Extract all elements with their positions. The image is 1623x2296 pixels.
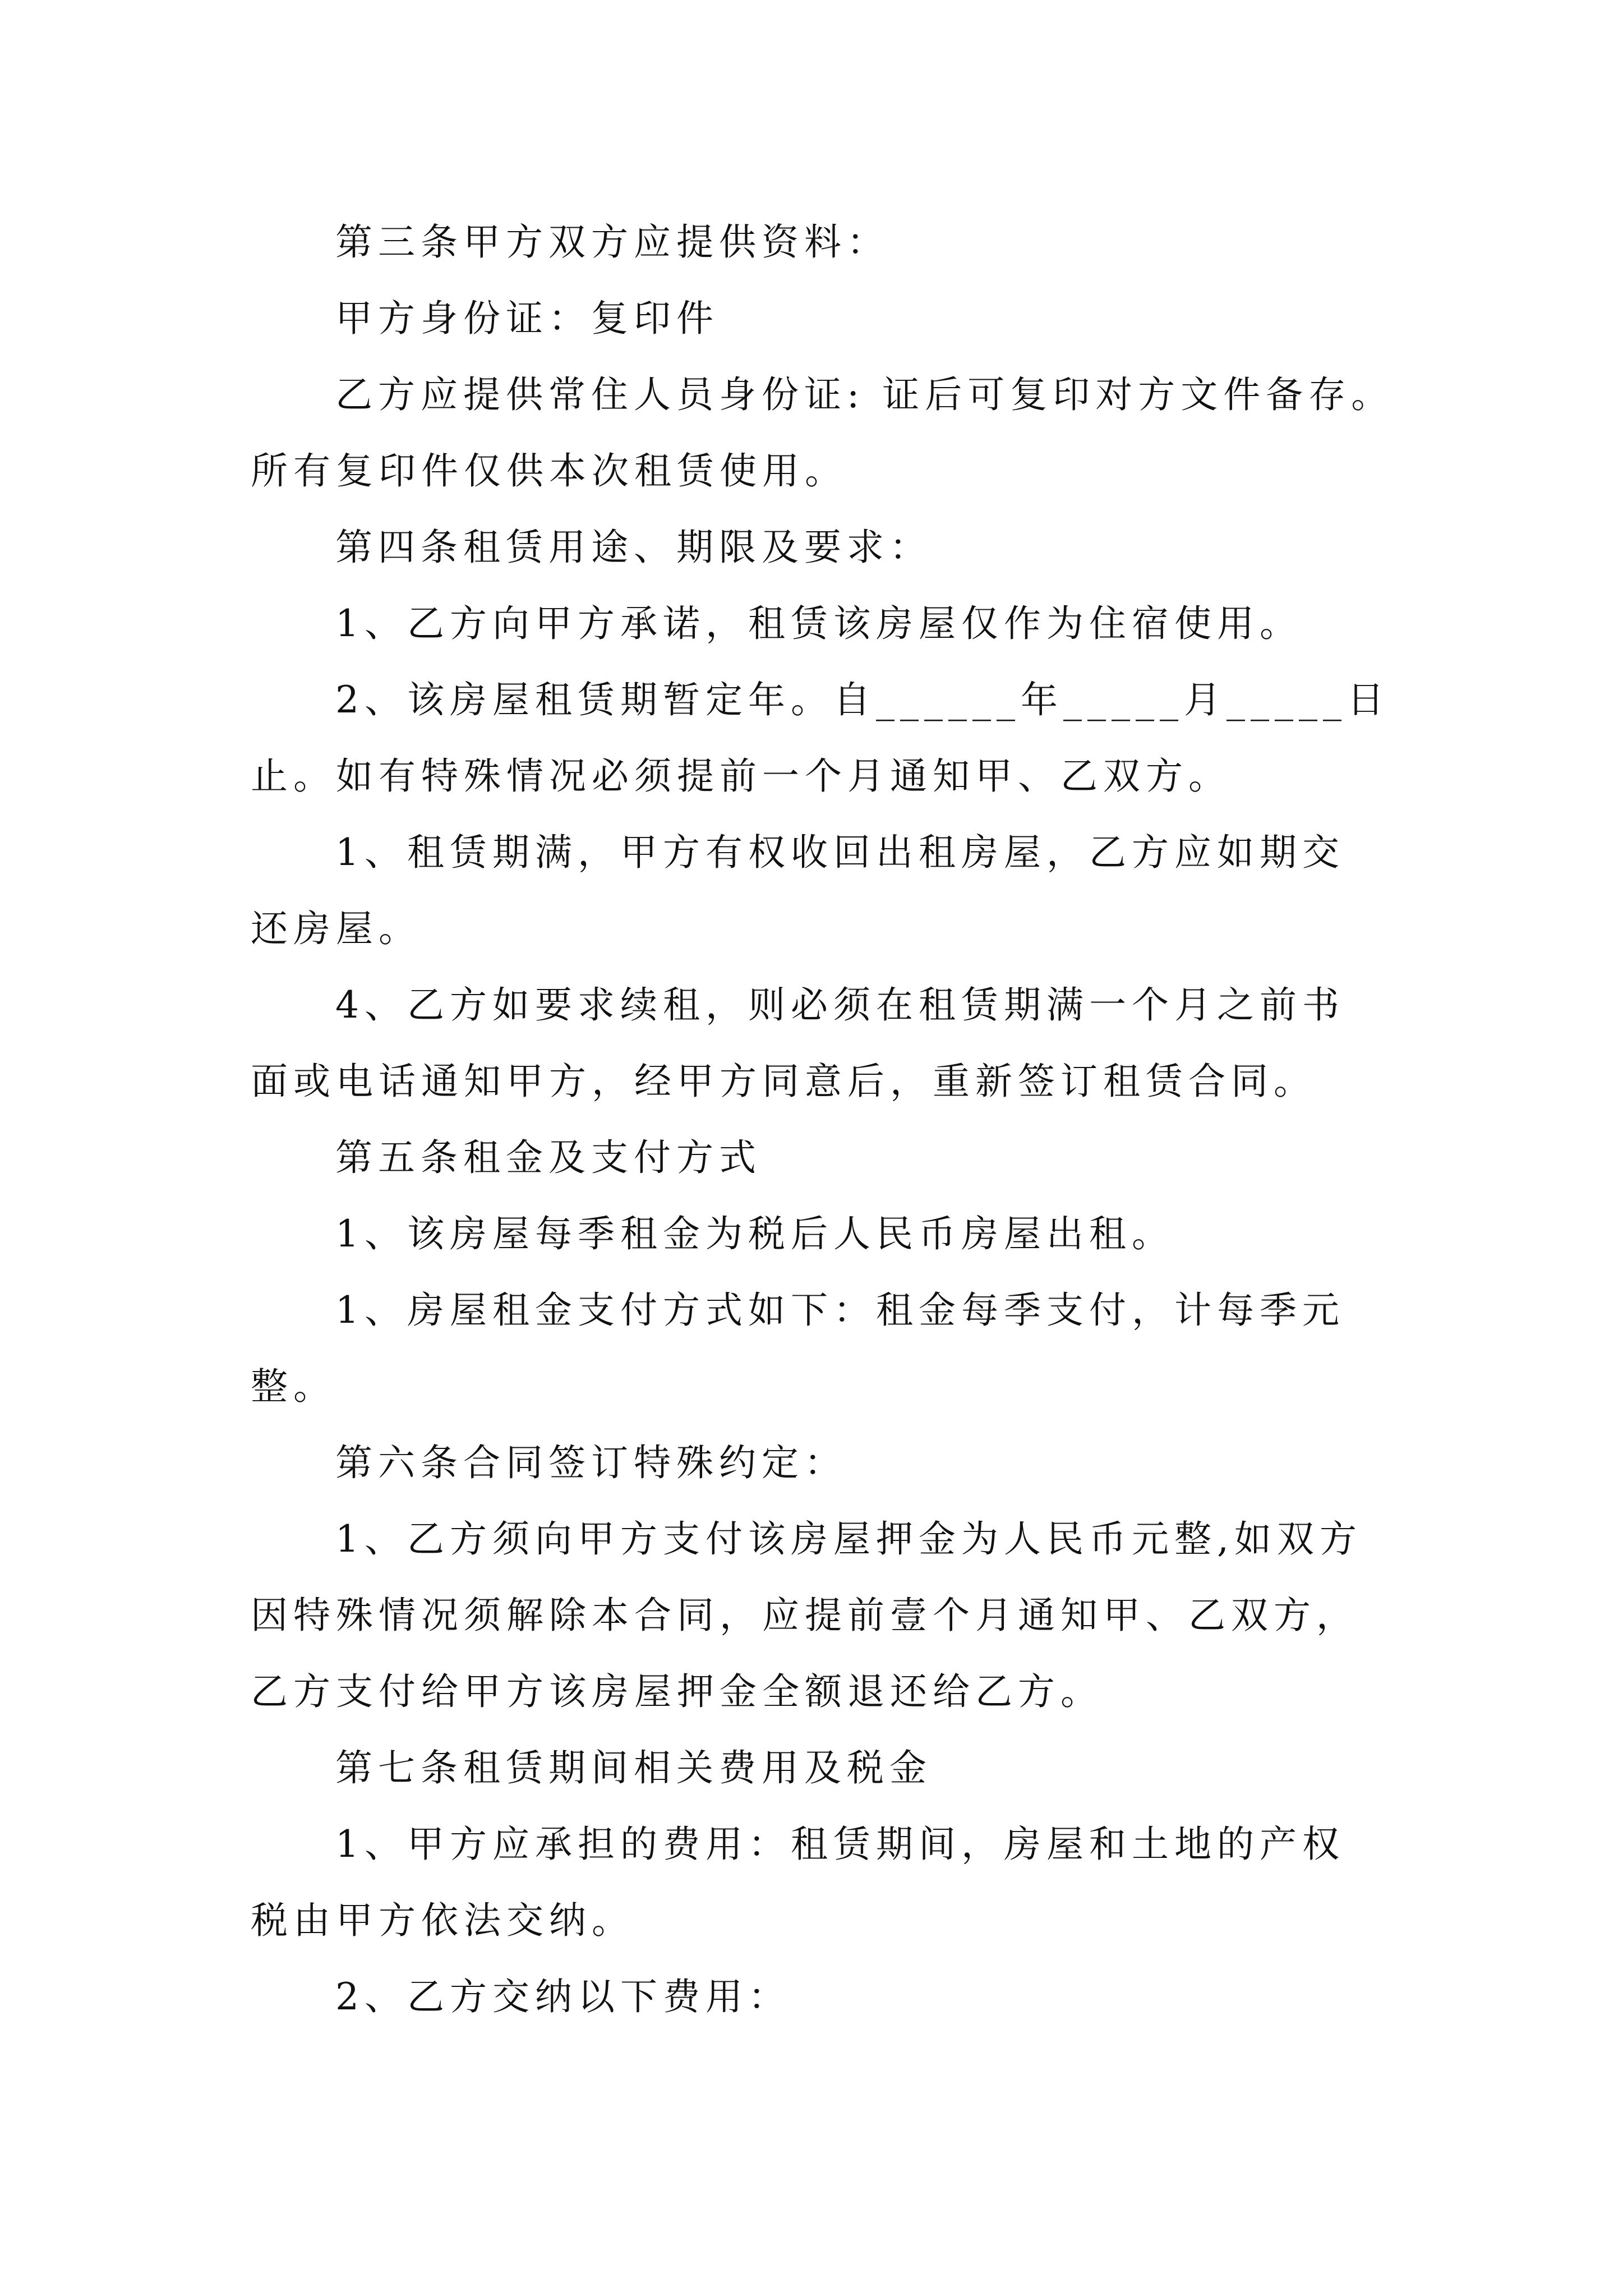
article-7-item-1-cont: 税由甲方依法交纳。: [251, 1899, 634, 1942]
article-4-item-2: 2、该房屋租赁期暂定年。自______年_____月_____日: [335, 678, 1390, 721]
copies-usage-line: 所有复印件仅供本次租赁使用。: [251, 449, 847, 493]
article-4-item-4: 4、乙方如要求续租，则必须在租赁期满一个月之前书: [335, 983, 1345, 1027]
article-6-item-1-cont-b: 乙方支付给甲方该房屋押金全额退还给乙方。: [251, 1670, 1103, 1713]
article-4-item-2-cont: 止。如有特殊情况必须提前一个月通知甲、乙双方。: [251, 754, 1231, 798]
article-6-item-1-cont-a: 因特殊情况须解除本合同，应提前壹个月通知甲、乙双方，: [251, 1594, 1359, 1637]
party-a-id-line: 甲方身份证：复印件: [335, 297, 719, 340]
article-4-item-3: 1、租赁期满，甲方有权收回出租房屋，乙方应如期交: [335, 831, 1345, 874]
article-5-item-1: 1、该房屋每季租金为税后人民币房屋出租。: [335, 1212, 1174, 1255]
article-4-heading: 第四条租赁用途、期限及要求：: [335, 526, 932, 569]
party-b-id-line: 乙方应提供常住人员身份证: 证后可复印对方文件备存。: [335, 373, 1394, 416]
article-7-heading: 第七条租赁期间相关费用及税金: [335, 1746, 932, 1789]
article-4-item-1: 1、乙方向甲方承诺，租赁该房屋仅作为住宿使用。: [335, 602, 1302, 645]
article-5-heading: 第五条租金及支付方式: [335, 1136, 762, 1179]
article-4-item-3-cont: 还房屋。: [251, 907, 421, 950]
article-6-heading: 第六条合同签订特殊约定：: [335, 1441, 847, 1484]
article-7-item-2: 2、乙方交纳以下费用：: [335, 1975, 791, 2018]
article-7-item-1: 1、甲方应承担的费用：租赁期间，房屋和土地的产权: [335, 1823, 1345, 1866]
article-4-item-4-cont: 面或电话通知甲方，经甲方同意后，重新签订租赁合同。: [251, 1060, 1316, 1103]
article-5-item-2-cont: 整。: [251, 1365, 336, 1408]
article-5-item-2: 1、房屋租金支付方式如下：租金每季支付，计每季元: [335, 1289, 1345, 1332]
article-3-heading: 第三条甲方双方应提供资料：: [335, 220, 889, 264]
article-6-item-1: 1、乙方须向甲方支付该房屋押金为人民币元整,如双方: [335, 1517, 1362, 1561]
